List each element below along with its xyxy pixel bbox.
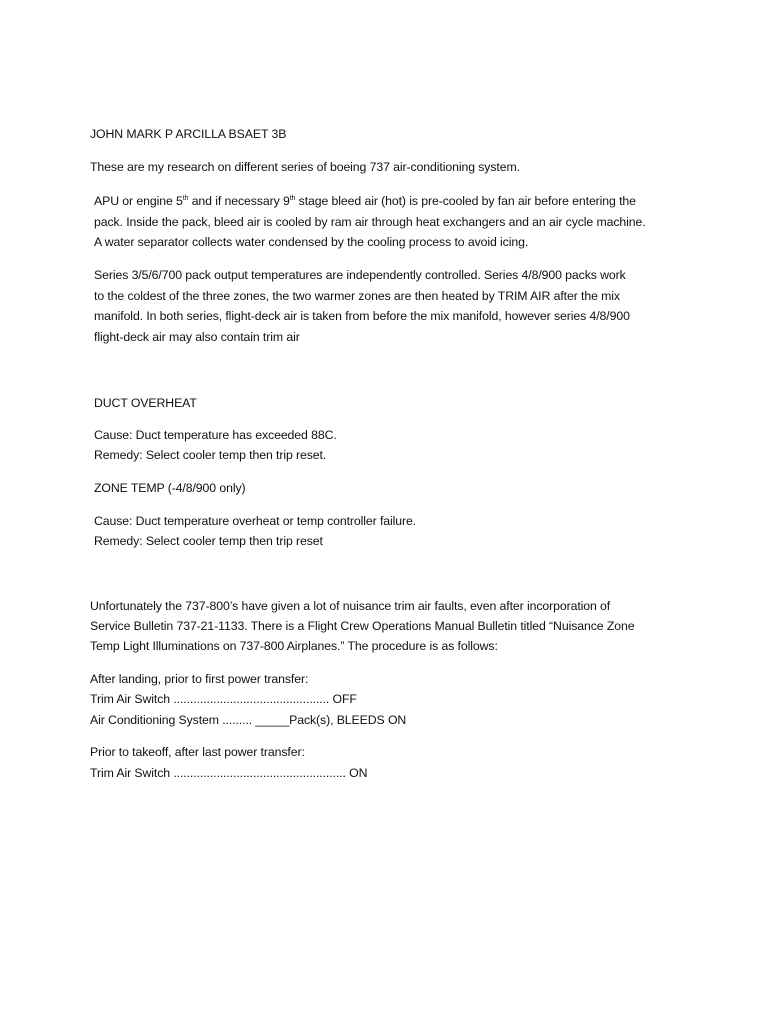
duct-overheat-cause: Cause: Duct temperature has exceeded 88C. bbox=[94, 428, 337, 442]
zone-temp-heading: ZONE TEMP (-4/8/900 only) bbox=[94, 481, 246, 495]
para1-line-2: pack. Inside the pack, bleed air is cooled by ram air through heat exchangers and an air cycle machine. bbox=[94, 215, 646, 229]
intro-line: These are my research on different series of boeing 737 air-conditioning system. bbox=[90, 160, 520, 174]
para2-line-1: Series 3/5/6/700 pack output temperatures are independently controlled. Series 4/8/900 packs work bbox=[94, 268, 626, 282]
para2-line-2: to the coldest of the three zones, the two warmer zones are then heated by TRIM AIR after the mix bbox=[94, 289, 620, 303]
procedure2-step-1: Trim Air Switch .................................................... ON bbox=[90, 766, 368, 780]
procedure2-title: Prior to takeoff, after last power transfer: bbox=[90, 745, 305, 759]
para1-line-3: A water separator collects water condensed by the cooling process to avoid icing. bbox=[94, 235, 529, 249]
para2-line-4: flight-deck air may also contain trim air bbox=[94, 330, 300, 344]
para3-line-2: Service Bulletin 737-21-1133. There is a Flight Crew Operations Manual Bulletin titled “Nuisance Zone bbox=[90, 619, 635, 633]
para3-line-3: Temp Light Illuminations on 737-800 Airplanes.” The procedure is as follows: bbox=[90, 639, 498, 653]
para3-line-1: Unfortunately the 737-800’s have given a lot of nuisance trim air faults, even after incorporation of bbox=[90, 599, 611, 613]
para1-line-1: APU or engine 5th and if necessary 9th stage bleed air (hot) is pre-cooled by fan air before entering the bbox=[94, 194, 636, 208]
duct-overheat-heading: DUCT OVERHEAT bbox=[94, 396, 197, 410]
duct-overheat-remedy: Remedy: Select cooler temp then trip reset. bbox=[94, 448, 327, 462]
para2-line-3: manifold. In both series, flight-deck air is taken from before the mix manifold, however series 4/8/900 bbox=[94, 309, 630, 323]
procedure1-step-1: Trim Air Switch ............................................... OFF bbox=[90, 692, 357, 706]
procedure1-step-2: Air Conditioning System ......... _____Pack(s), BLEEDS ON bbox=[90, 713, 407, 727]
author-line: JOHN MARK P ARCILLA BSAET 3B bbox=[90, 127, 287, 141]
procedure1-title: After landing, prior to first power transfer: bbox=[90, 672, 309, 686]
zone-temp-cause: Cause: Duct temperature overheat or temp controller failure. bbox=[94, 514, 417, 528]
zone-temp-remedy: Remedy: Select cooler temp then trip reset bbox=[94, 534, 323, 548]
